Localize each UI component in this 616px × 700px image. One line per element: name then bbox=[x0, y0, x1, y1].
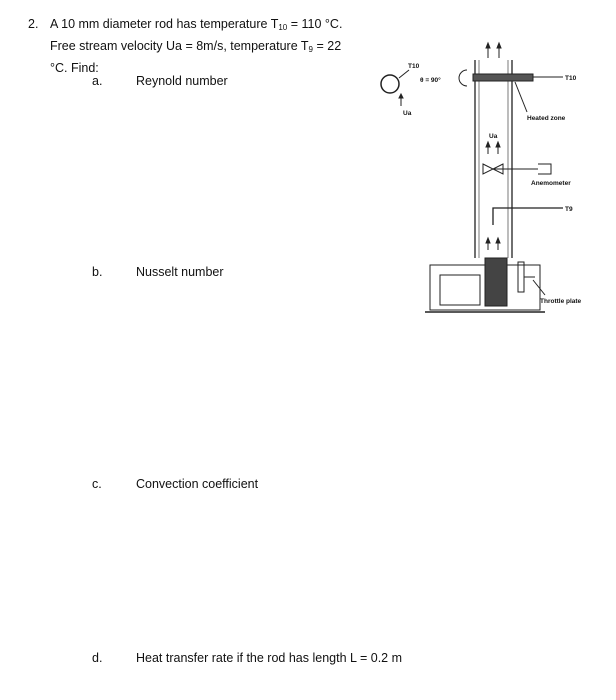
exhaust-arrow-icon bbox=[497, 43, 501, 48]
flow-arrow-icon bbox=[496, 238, 500, 243]
part-d-letter: d. bbox=[92, 651, 103, 665]
t10-top-label: T10 bbox=[408, 63, 420, 70]
anemometer-propeller bbox=[483, 164, 493, 174]
ua-tube-label: Ua bbox=[489, 133, 498, 140]
exhaust-arrow-icon bbox=[486, 43, 490, 48]
heated-zone-label: Heated zone bbox=[527, 115, 566, 122]
theta-label: θ = 90° bbox=[420, 77, 441, 84]
question-line-3: °C. Find: bbox=[50, 61, 99, 75]
throttle-plate bbox=[518, 262, 524, 292]
throttle-plate-label: Throttle plate bbox=[540, 298, 582, 305]
question-number: 2. bbox=[28, 17, 39, 31]
t10-right-label: T10 bbox=[565, 75, 577, 82]
question-line-2: Free stream velocity Ua = 8m/s, temperature $T_9 = 22$ bbox=[50, 39, 342, 54]
question-text bbox=[50, 15, 360, 77]
part-b-text: Nusselt number bbox=[136, 265, 224, 279]
flow-arrow-icon bbox=[486, 238, 490, 243]
wind-tunnel-diagram bbox=[375, 40, 615, 325]
anemometer-label: Anemometer bbox=[531, 180, 571, 187]
part-a-text: Reynold number bbox=[136, 74, 228, 88]
angle-arc bbox=[459, 70, 467, 86]
ua-small-label: Ua bbox=[403, 110, 412, 117]
part-b-letter: b. bbox=[92, 265, 103, 279]
part-a-letter: a. bbox=[92, 74, 103, 88]
part-c-letter: c. bbox=[92, 477, 102, 491]
fan-filter bbox=[485, 258, 507, 306]
heated-rod bbox=[473, 74, 533, 81]
part-c-text: Convection coefficient bbox=[136, 477, 259, 491]
question-line-1: A 10 mm diameter rod has temperature $T_{10} = 110$ °C. bbox=[50, 17, 343, 32]
part-d-text: Heat transfer rate if the rod has length L = 0.2 m bbox=[136, 651, 403, 665]
motor bbox=[440, 275, 480, 305]
temperature-probe bbox=[493, 208, 563, 225]
flow-arrow-icon bbox=[486, 142, 490, 147]
flow-arrow-icon bbox=[496, 142, 500, 147]
rod-cross-section bbox=[381, 75, 399, 93]
t9-label: T9 bbox=[565, 206, 573, 213]
ua-small-arrow-icon bbox=[399, 94, 403, 98]
